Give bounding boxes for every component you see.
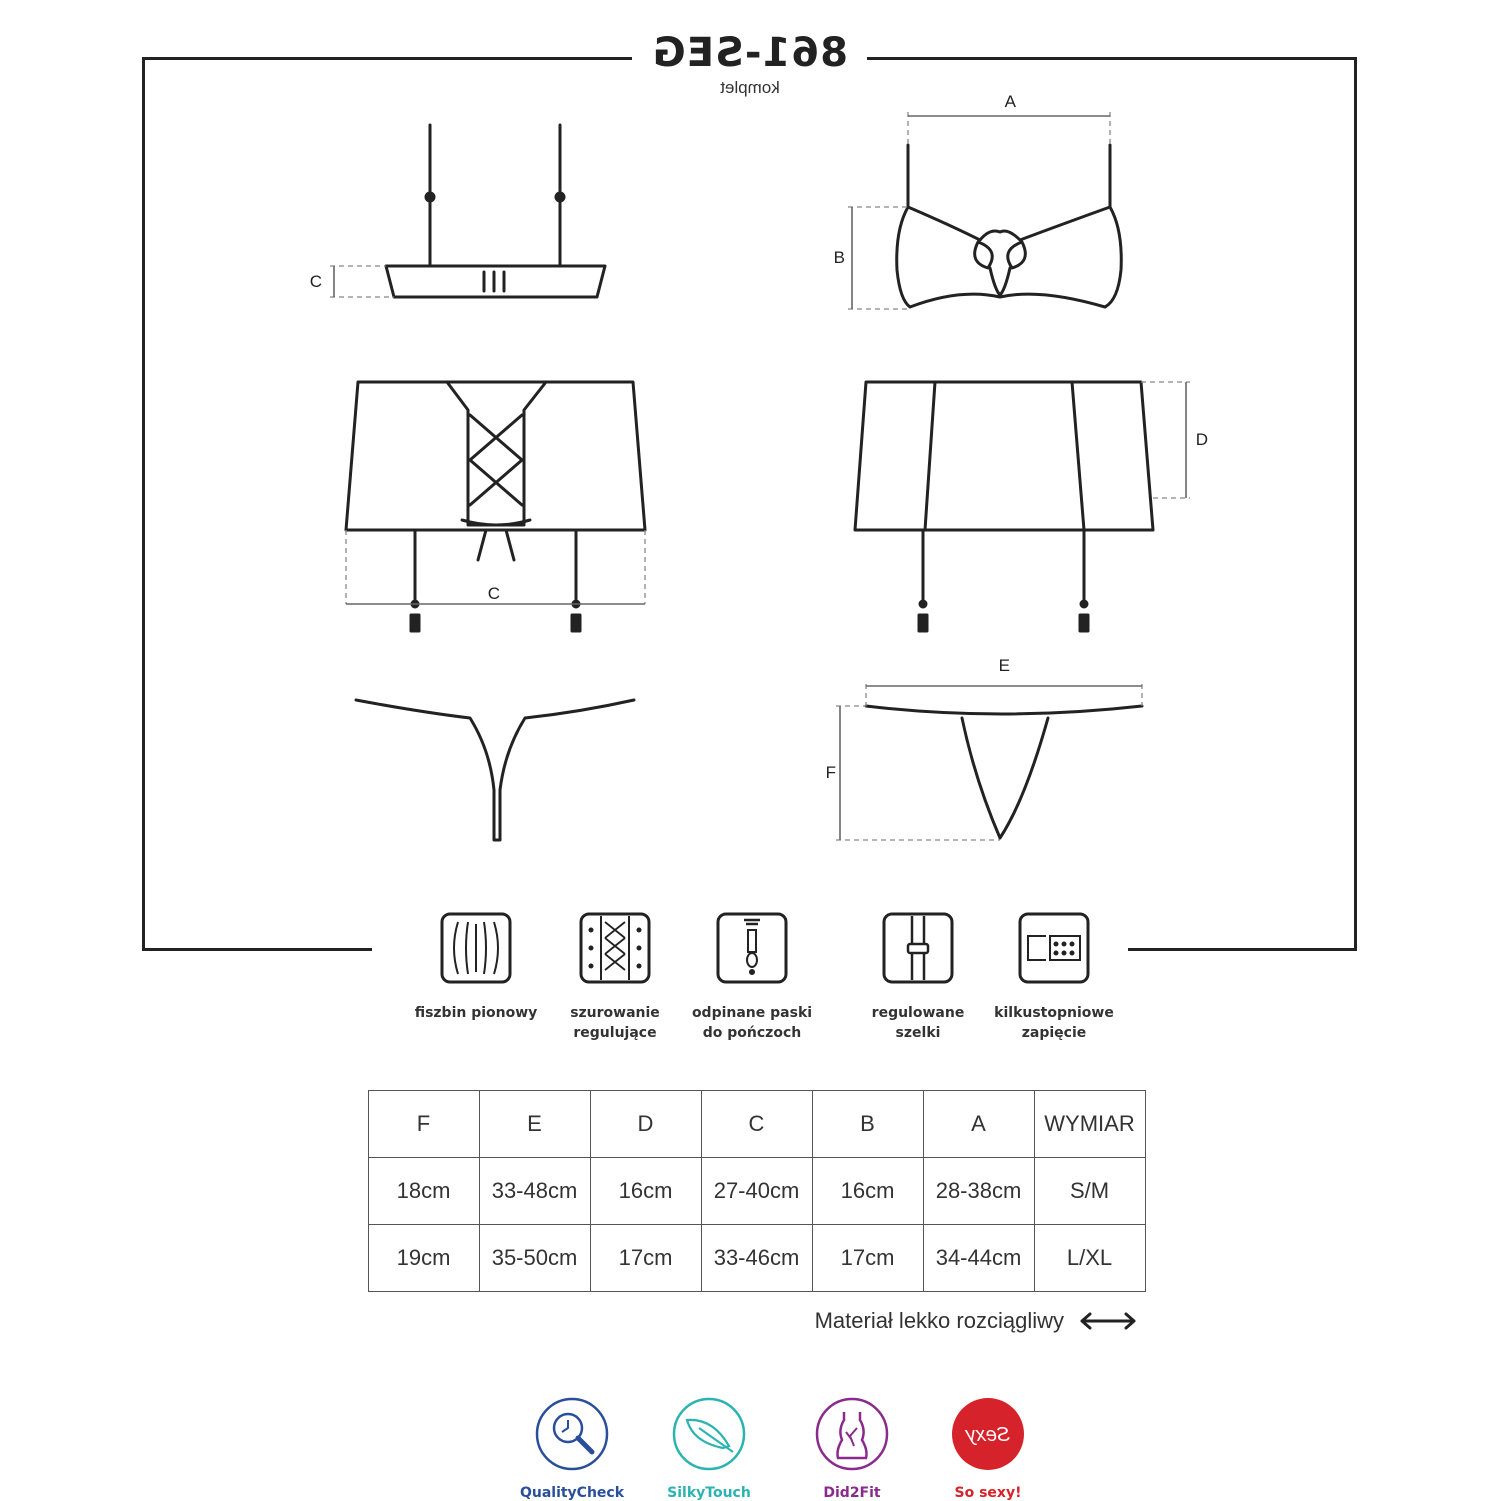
magnifier-clock-icon bbox=[534, 1396, 610, 1472]
size-table bbox=[368, 1090, 1146, 1292]
double-arrow-icon bbox=[1078, 1311, 1138, 1331]
table-cell: 35-50cm bbox=[480, 1225, 591, 1292]
feature-garters bbox=[677, 912, 827, 1043]
dim-label-a: A bbox=[1004, 92, 1016, 111]
badge-so-sexy bbox=[918, 1396, 1058, 1501]
feature-garters-line2: do pończoch bbox=[702, 1025, 802, 1041]
table-cell: 16cm bbox=[813, 1158, 924, 1225]
stretch-note-text: Materiał lekko rozciągliwy bbox=[814, 1308, 1064, 1333]
badge-did2fit-label: Did2Fit bbox=[823, 1485, 881, 1501]
table-cell: 33-48cm bbox=[480, 1158, 591, 1225]
feature-boning-line1: fiszbin pionowy bbox=[414, 1005, 538, 1021]
table-cell: S/M bbox=[1035, 1158, 1146, 1225]
table-cell: 17cm bbox=[591, 1225, 702, 1292]
dim-label-f: F bbox=[825, 763, 836, 782]
stretch-note bbox=[738, 1304, 1138, 1338]
table-cell: L/XL bbox=[1035, 1225, 1146, 1292]
badge-silkytouch bbox=[639, 1396, 779, 1501]
adjustable-strap-icon bbox=[882, 912, 954, 984]
feather-icon bbox=[671, 1396, 747, 1472]
feature-hooks-line1: kilkustopniowe bbox=[994, 1005, 1114, 1021]
so-sexy-icon bbox=[950, 1396, 1026, 1472]
feature-lacing bbox=[540, 912, 690, 1043]
feature-straps bbox=[843, 912, 993, 1043]
header-cell: B bbox=[813, 1091, 924, 1158]
table-cell: 28-38cm bbox=[924, 1158, 1035, 1225]
dim-label-c-top: C bbox=[309, 272, 322, 291]
table-row bbox=[369, 1158, 1146, 1225]
lacing-icon bbox=[579, 912, 651, 984]
thong-back-drawing bbox=[356, 700, 634, 840]
feature-garters-line1: odpinane paski bbox=[691, 1005, 813, 1021]
size-table-header-row bbox=[369, 1091, 1146, 1158]
feature-lacing-line1: szurowanie bbox=[570, 1005, 660, 1021]
feature-boning bbox=[401, 912, 551, 1023]
badge-qualitycheck-label: QualityCheck bbox=[519, 1485, 625, 1501]
dim-label-e: E bbox=[998, 656, 1010, 675]
dress-fit-icon bbox=[814, 1396, 890, 1472]
table-row bbox=[369, 1225, 1146, 1292]
badge-did2fit bbox=[782, 1396, 922, 1501]
hook-and-eye-icon bbox=[1018, 912, 1090, 984]
feature-lacing-line2: regulujące bbox=[573, 1025, 657, 1041]
header-cell: F bbox=[369, 1091, 480, 1158]
table-cell: 34-44cm bbox=[924, 1225, 1035, 1292]
header-cell: C bbox=[702, 1091, 813, 1158]
table-cell: 27-40cm bbox=[702, 1158, 813, 1225]
header-cell: A bbox=[924, 1091, 1035, 1158]
vertical-boning-icon bbox=[440, 912, 512, 984]
garter-belt-back-drawing bbox=[855, 382, 1153, 631]
detachable-garter-icon bbox=[716, 912, 788, 984]
dim-label-d: D bbox=[1195, 430, 1208, 449]
table-cell: 18cm bbox=[369, 1158, 480, 1225]
dimension-guides bbox=[330, 112, 1190, 840]
product-code: 861-SEG bbox=[651, 30, 849, 76]
table-cell: 33-46cm bbox=[702, 1225, 813, 1292]
bra-back-drawing bbox=[386, 125, 605, 297]
frame-bottom-left bbox=[1128, 948, 1357, 951]
header-cell: E bbox=[480, 1091, 591, 1158]
badge-qualitycheck bbox=[502, 1396, 642, 1501]
product-type: komplet bbox=[720, 78, 780, 97]
frame-bottom-right bbox=[142, 948, 372, 951]
badge-silkytouch-label: SilkyTouch bbox=[667, 1485, 751, 1501]
header-cell: D bbox=[591, 1091, 702, 1158]
badge-so-sexy-label: So sexy! bbox=[954, 1485, 1022, 1501]
feature-straps-line1: regulowane bbox=[871, 1005, 965, 1021]
table-cell: 17cm bbox=[813, 1225, 924, 1292]
bra-front-drawing bbox=[897, 145, 1122, 307]
feature-hooks bbox=[979, 912, 1129, 1043]
dim-label-b: B bbox=[833, 248, 845, 267]
table-cell: 16cm bbox=[591, 1158, 702, 1225]
dim-label-c: C bbox=[487, 584, 500, 603]
header-cell: WYMIAR bbox=[1035, 1091, 1146, 1158]
feature-hooks-line2: zapięcie bbox=[1021, 1025, 1087, 1041]
table-cell: 19cm bbox=[369, 1225, 480, 1292]
feature-straps-line2: szelki bbox=[895, 1025, 941, 1041]
so-sexy-logo-text: Sexy bbox=[965, 1424, 1011, 1446]
thong-front-drawing bbox=[866, 706, 1142, 838]
